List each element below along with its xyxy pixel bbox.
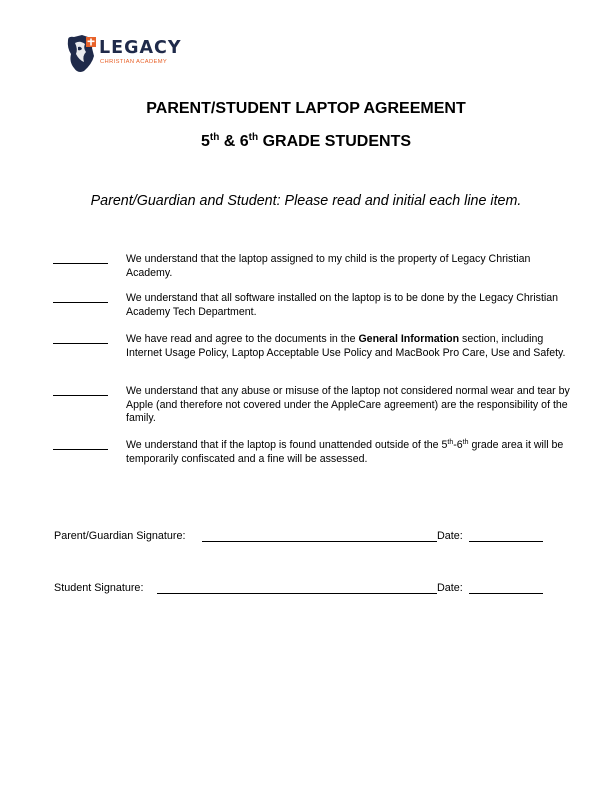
logo-wordmark: LEGACY (99, 38, 182, 58)
agreement-item-text: We understand that any abuse or misuse of the laptop not considered normal wear and tear by Apple (and therefore not covered under the AppleCare agreement) are the responsibility of the family. (126, 385, 570, 425)
parent-signature-label: Parent/Guardian Signature: (54, 530, 186, 542)
parent-date-line[interactable] (469, 541, 543, 542)
student-date-label: Date: (437, 582, 463, 594)
student-signature-line[interactable] (157, 593, 437, 594)
student-signature-label: Student Signature: (54, 582, 144, 594)
parent-date-label: Date: (437, 530, 463, 542)
initial-blank[interactable] (53, 395, 108, 396)
document-title: PARENT/STUDENT LAPTOP AGREEMENT (146, 100, 466, 117)
agreement-item-text: We have read and agree to the documents in the General Information section, including Internet Usage Policy, Laptop Acceptable Use Policy and MacBook Pro Care, Use and Safety. (126, 333, 566, 359)
agreement-item-text: We understand that all software installed on the laptop is to be done by the Legacy Christian Academy Tech Department. (126, 292, 559, 318)
initial-blank[interactable] (53, 302, 108, 303)
instructions-text: Parent/Guardian and Student: Please read and initial each line item. (90, 193, 522, 209)
logo-subtitle: CHRISTIAN ACADEMY (100, 59, 168, 65)
parent-signature-line[interactable] (202, 541, 437, 542)
initial-blank[interactable] (53, 343, 108, 344)
initial-blank[interactable] (53, 449, 108, 450)
school-logo (66, 34, 196, 78)
agreement-item-text: We understand that if the laptop is found unattended outside of the 5th-6th grade area it will be temporarily confiscated and a fine will be assessed. (126, 439, 564, 465)
general-information-emphasis: General Information (358, 333, 460, 345)
initial-blank[interactable] (53, 263, 108, 264)
lion-crest-icon (66, 34, 98, 74)
student-date-line[interactable] (469, 593, 543, 594)
grade-subtitle: 5th & 6th GRADE STUDENTS (200, 132, 412, 150)
agreement-item-text: We understand that the laptop assigned to my child is the property of Legacy Christian Academy. (126, 253, 531, 279)
